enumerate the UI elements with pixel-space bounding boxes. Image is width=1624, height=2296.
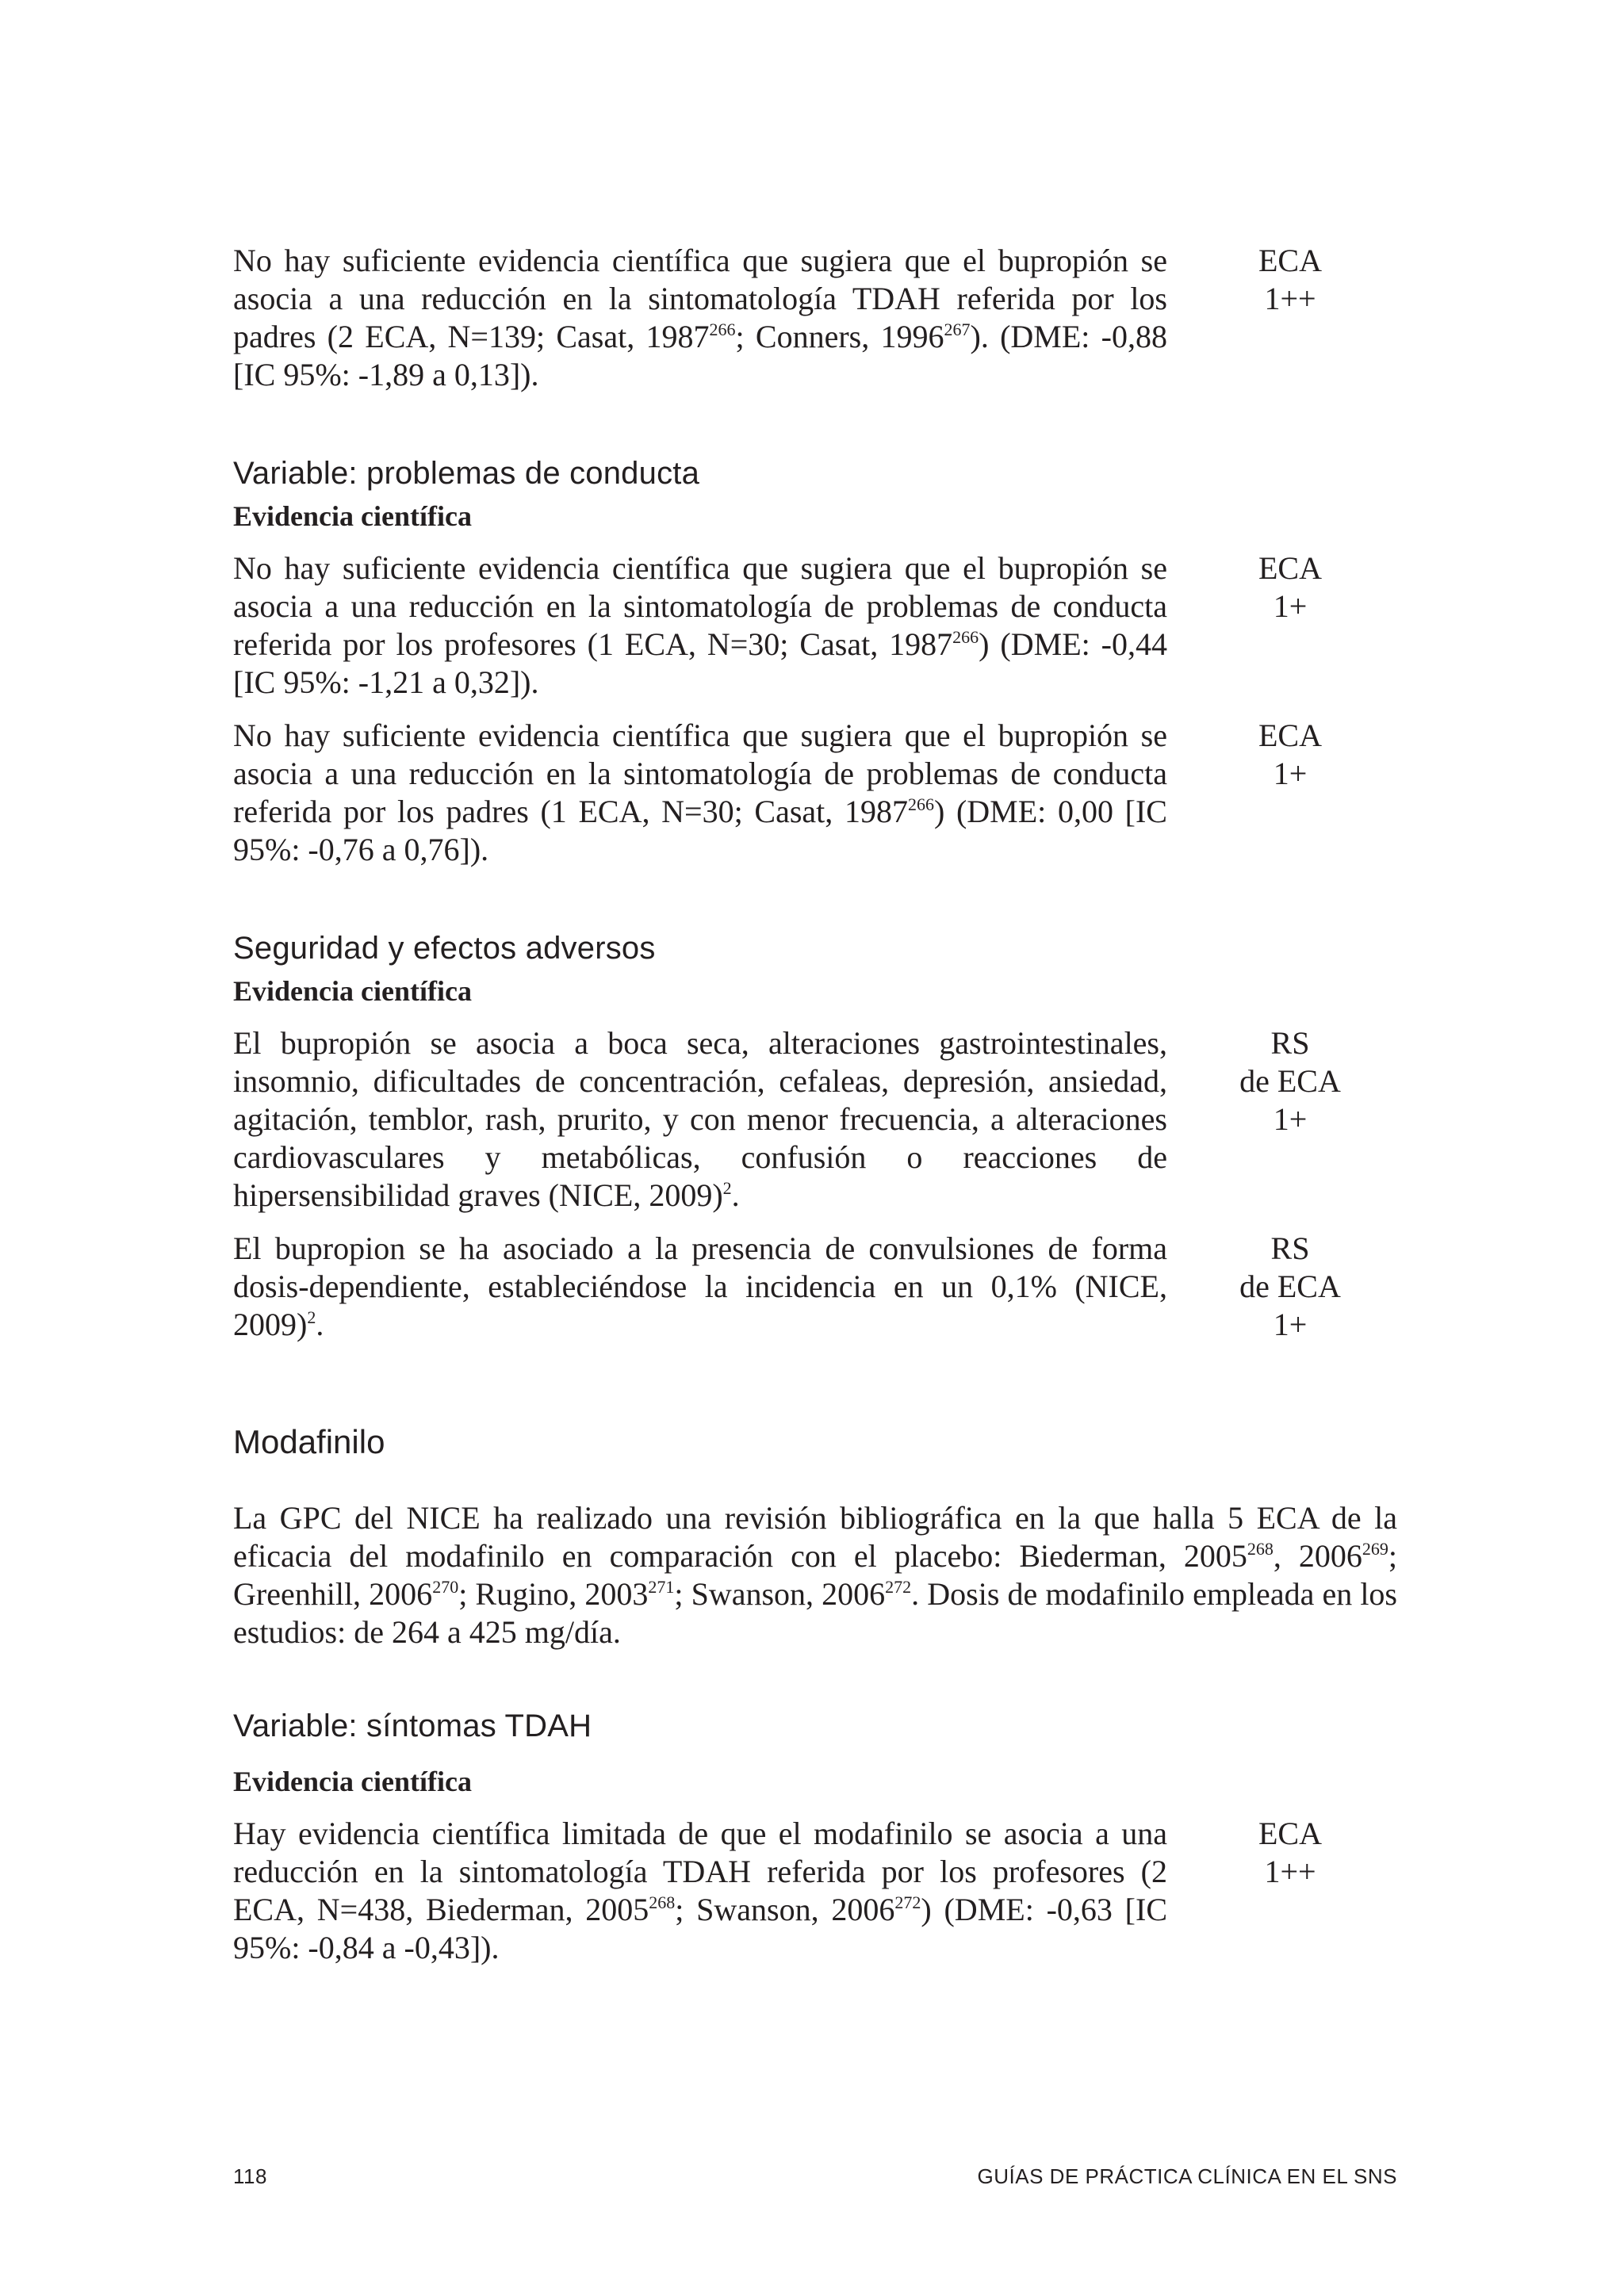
evidence-row	[233, 717, 1397, 869]
level-type: ECA	[1258, 550, 1322, 586]
text-fragment: El bupropion se ha asociado a la presencia de convulsiones de forma dosis-dependiente, estableciéndose la incidencia en un 0,1% (NICE, 2009)	[233, 1230, 1167, 1342]
evidence-level	[1167, 242, 1397, 318]
level-grade: 1+	[1273, 1101, 1308, 1137]
text-fragment: ). (DME: -0,88 [IC 95%: -1,89 a 0,13]).	[233, 319, 1168, 392]
evidence-row	[233, 242, 1397, 394]
text-fragment: ; Swanson, 2006	[675, 1892, 895, 1927]
text-fragment: ) (DME: -0,44 [IC 95%: -1,21 a 0,32]).	[233, 626, 1168, 700]
text-fragment: .	[316, 1307, 324, 1342]
reference-superscript: 269	[1362, 1539, 1388, 1559]
level-source: de ECA	[1239, 1063, 1341, 1099]
text-fragment: ; Greenhill, 2006	[233, 1538, 1398, 1612]
text-fragment: La GPC del NICE ha realizado una revisión bibliográfica en la que halla 5 ECA de la eficacia del modafinilo en comparación con el placebo: Biederman, 2005	[233, 1500, 1397, 1574]
level-type: ECA	[1258, 243, 1322, 278]
reference-superscript: 267	[944, 320, 971, 339]
reference-superscript: 272	[885, 1577, 912, 1597]
evidence-level	[1167, 717, 1397, 793]
level-grade: 1+	[1273, 756, 1308, 791]
evidence-row	[233, 1815, 1397, 1967]
evidence-level	[1167, 1815, 1397, 1891]
evidence-text	[233, 1024, 1167, 1215]
text-fragment: No hay suficiente evidencia científica que sugiera que el bupropión se asocia a una reducción en la sintomatología TDAH referida por los padres (2 ECA, N=139; Casat, 1987	[233, 243, 1167, 354]
text-fragment: ) (DME: -0,63 [IC 95%: -0,84 a -0,43]).	[233, 1892, 1167, 1965]
level-grade: 1++	[1264, 281, 1316, 316]
text-fragment: No hay suficiente evidencia científica que sugiera que el bupropión se asocia a una reducción en la sintomatología de problemas de conducta referida por los padres (1 ECA, N=30; Casat, 1987	[233, 718, 1167, 829]
text-fragment: Hay evidencia científica limitada de que el modafinilo se asocia a una reducción en la sintomatología TDAH referida por los profesores (2 ECA, N=438, Biederman, 2005	[233, 1816, 1167, 1927]
reference-superscript: 268	[649, 1892, 676, 1912]
text-fragment: ; Conners, 1996	[735, 319, 944, 354]
evidence-text	[233, 1815, 1167, 1967]
reference-superscript: 2	[722, 1178, 732, 1198]
level-type: ECA	[1258, 1816, 1322, 1851]
section-heading: Variable: síntomas TDAH	[233, 1709, 592, 1743]
level-type: ECA	[1258, 718, 1322, 753]
evidence-level	[1167, 1024, 1397, 1138]
evidence-label: Evidencia científica	[233, 1766, 472, 1797]
page-content	[233, 238, 1397, 1967]
text-fragment: El bupropión se asocia a boca seca, alteraciones gastrointestinales, insomnio, dificultades de concentración, cefaleas, depresión, ansiedad, agitación, temblor, rash, prurito, y con menor frecuencia, a alteraciones cardiovasculares y metabólicas, confusión o reacciones de hipersensibilidad graves (NICE, 2009)	[233, 1025, 1167, 1213]
intro-paragraph	[233, 1499, 1397, 1651]
evidence-level	[1167, 549, 1397, 626]
running-title: GUÍAS DE PRÁCTICA CLÍNICA EN EL SNS	[977, 2164, 1397, 2188]
reference-superscript: 272	[894, 1892, 921, 1912]
evidence-text	[233, 549, 1167, 702]
evidence-row	[233, 1024, 1397, 1215]
reference-superscript: 266	[907, 794, 934, 814]
evidence-text	[233, 717, 1167, 869]
reference-superscript: 268	[1247, 1539, 1274, 1559]
page-number: 118	[233, 2164, 267, 2188]
reference-superscript: 270	[432, 1577, 459, 1597]
evidence-level	[1167, 1230, 1397, 1344]
reference-superscript: 266	[952, 627, 979, 647]
level-grade: 1+	[1273, 1307, 1308, 1342]
evidence-text	[233, 1230, 1167, 1344]
chapter-heading: Modafinilo	[233, 1423, 385, 1460]
reference-superscript: 2	[307, 1307, 316, 1327]
evidence-text	[233, 242, 1167, 394]
reference-superscript: 271	[648, 1577, 675, 1597]
text-fragment: ) (DME: 0,00 [IC 95%: -0,76 a 0,76]).	[233, 794, 1167, 867]
evidence-label: Evidencia científica	[233, 975, 472, 1007]
level-grade: 1+	[1273, 588, 1308, 624]
text-fragment: No hay suficiente evidencia científica que sugiera que el bupropión se asocia a una reducción en la sintomatología de problemas de conducta referida por los profesores (1 ECA, N=30; Casat, 1987	[233, 550, 1167, 662]
level-type: RS	[1270, 1230, 1310, 1266]
text-fragment: .	[731, 1177, 740, 1213]
text-fragment: , 2006	[1273, 1538, 1362, 1574]
reference-superscript: 266	[709, 320, 736, 339]
section-heading: Variable: problemas de conducta	[233, 456, 700, 491]
text-fragment: . Dosis de modafinilo empleada en los estudios: de 264 a 425 mg/día.	[233, 1576, 1398, 1650]
section-heading: Seguridad y efectos adversos	[233, 931, 656, 966]
level-source: de ECA	[1239, 1269, 1341, 1304]
evidence-label: Evidencia científica	[233, 500, 472, 532]
page-footer	[233, 2164, 1397, 2189]
evidence-row	[233, 549, 1397, 702]
level-grade: 1++	[1264, 1854, 1316, 1889]
text-fragment: ; Swanson, 2006	[674, 1576, 886, 1612]
evidence-row	[233, 1230, 1397, 1344]
level-type: RS	[1270, 1025, 1310, 1061]
text-fragment: ; Rugino, 2003	[458, 1576, 649, 1612]
